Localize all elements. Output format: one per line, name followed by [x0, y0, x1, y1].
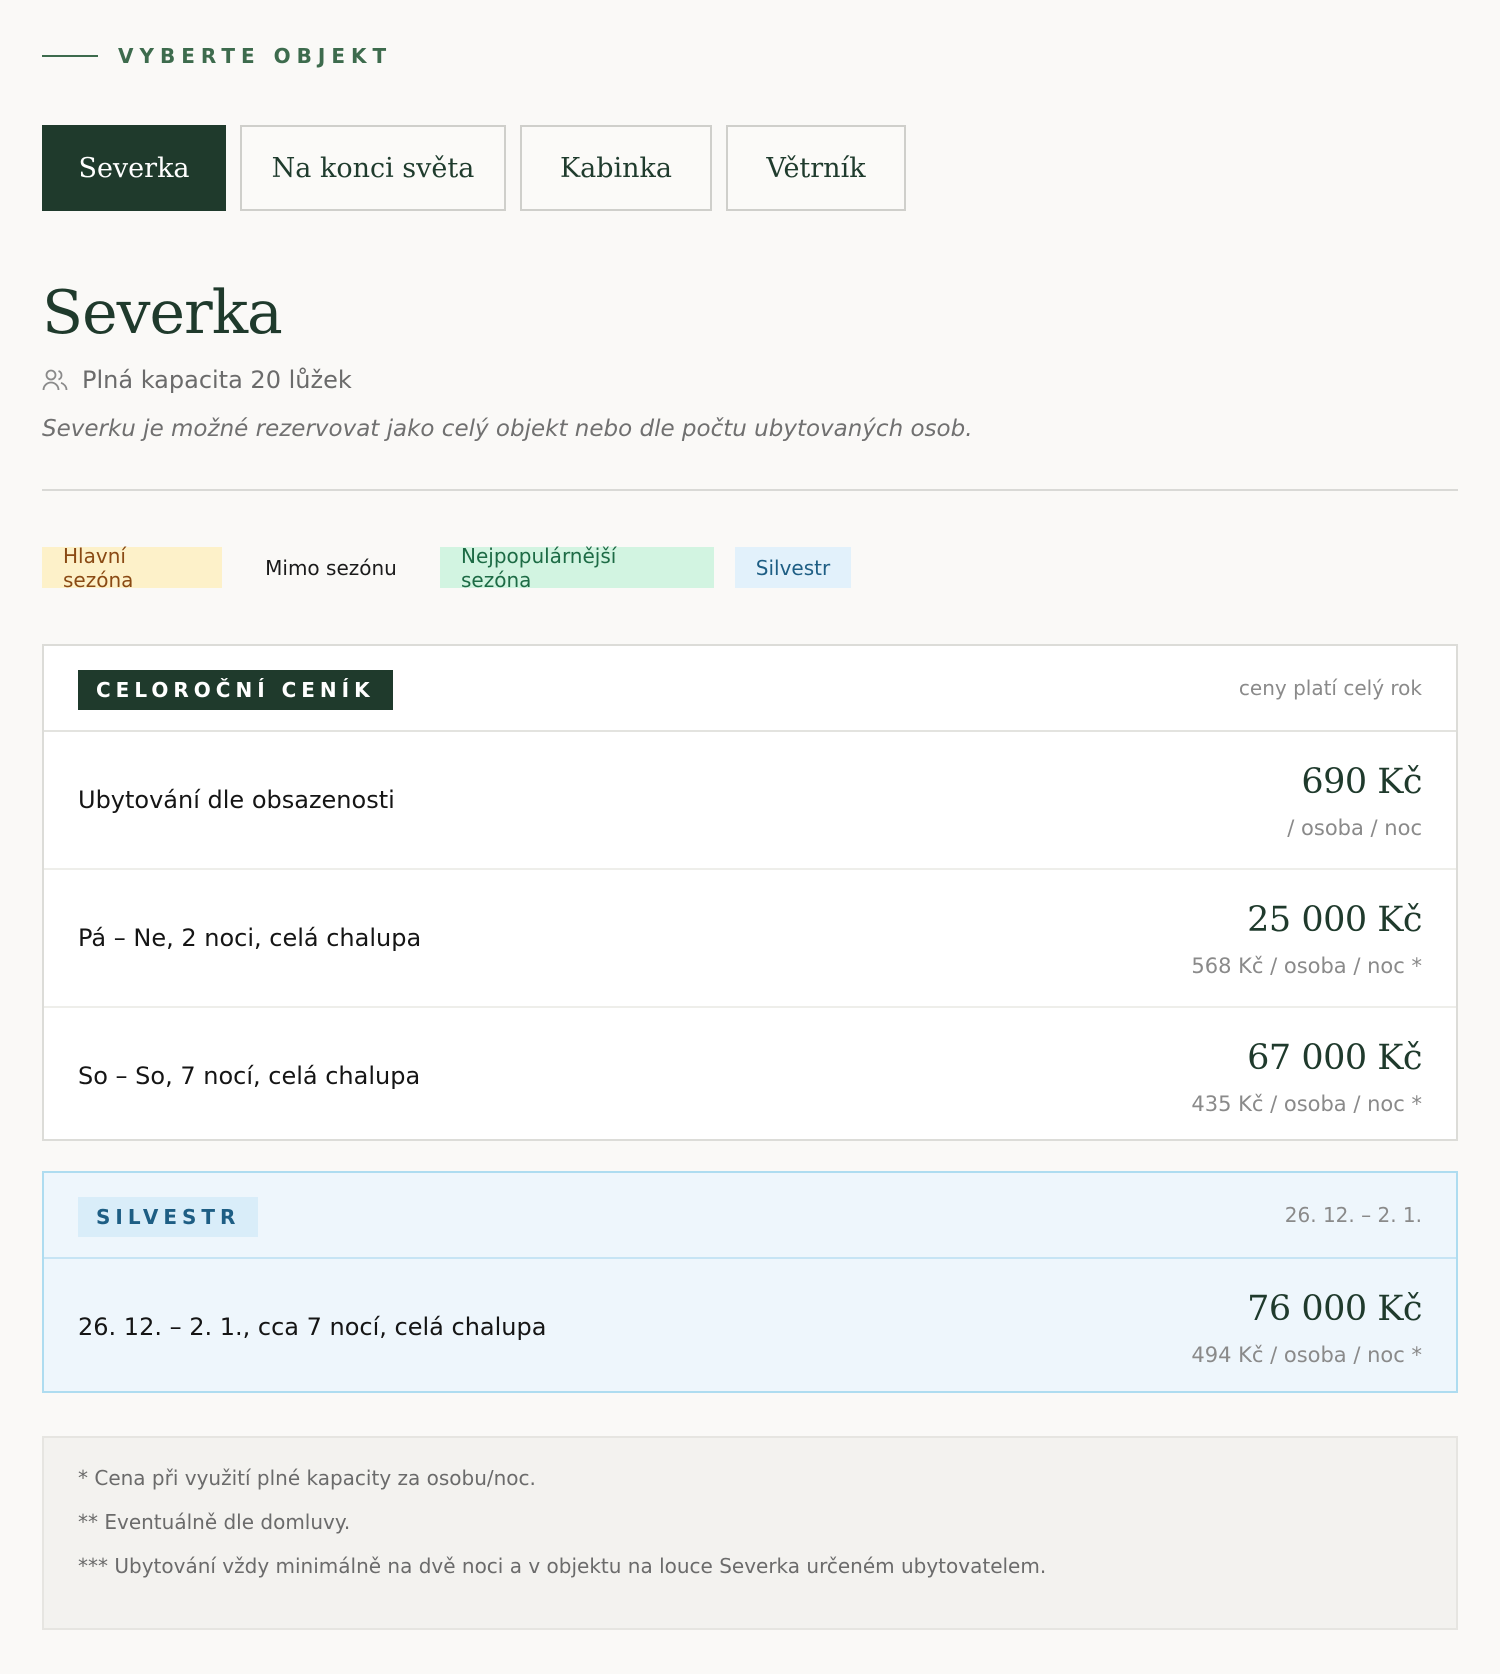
price-row-label: 26. 12. – 2. 1., cca 7 nocí, celá chalupa — [78, 1313, 547, 1341]
price-row — [44, 870, 1456, 1008]
capacity-info — [42, 366, 352, 394]
price-row-amount: 690 Kč — [1301, 762, 1422, 802]
divider — [42, 489, 1458, 491]
tab-na-konci-sveta[interactable]: Na konci světa — [240, 125, 506, 211]
legend-new-year: Silvestr — [735, 547, 851, 588]
nye-badge: SILVESTR — [78, 1197, 258, 1237]
price-row-label: Pá – Ne, 2 noci, celá chalupa — [78, 924, 422, 952]
footnote: ** Eventuálně dle domluvy. — [78, 1510, 351, 1534]
tab-severka[interactable]: Severka — [42, 125, 226, 211]
legend-off-season: Mimo sezónu — [265, 555, 397, 580]
new-year-price-card — [42, 1171, 1458, 1393]
section-label-text: VYBERTE OBJEKT — [118, 44, 393, 68]
season-legend — [42, 543, 851, 592]
yearly-card-header — [44, 646, 1456, 732]
price-row — [44, 732, 1456, 870]
price-row-amount: 76 000 Kč — [1247, 1289, 1422, 1329]
price-row-per-person: 568 Kč / osoba / noc * — [1191, 954, 1422, 978]
tab-kabinka[interactable]: Kabinka — [520, 125, 712, 211]
price-row — [44, 1008, 1456, 1144]
capacity-text: Plná kapacita 20 lůžek — [82, 366, 352, 394]
price-row-per-person: 494 Kč / osoba / noc * — [1191, 1343, 1422, 1367]
tab-vetrnik[interactable]: Větrník — [726, 125, 906, 211]
price-row — [44, 1259, 1456, 1395]
yearly-price-card — [42, 644, 1458, 1141]
yearly-badge: CELOROČNÍ CENÍK — [78, 670, 393, 710]
price-row-amount: 25 000 Kč — [1247, 900, 1422, 940]
property-tabs — [42, 125, 906, 211]
price-row-per-person: / osoba / noc — [1287, 816, 1422, 840]
legend-popular-season: Nejpopulárnější sezóna — [440, 547, 714, 588]
price-row-label: Ubytování dle obsazenosti — [78, 786, 395, 814]
nye-dates: 26. 12. – 2. 1. — [1284, 1203, 1422, 1227]
page-title: Severka — [42, 278, 282, 348]
price-row-amount: 67 000 Kč — [1247, 1038, 1422, 1078]
property-description: Severku je možné rezervovat jako celý objekt nebo dle počtu ubytovaných osob. — [42, 416, 973, 442]
price-row-per-person: 435 Kč / osoba / noc * — [1191, 1092, 1422, 1116]
footnote: *** Ubytování vždy minimálně na dvě noci a v objektu na louce Severka určeném ubytovatelem. — [78, 1554, 1047, 1578]
section-label-line — [42, 55, 98, 57]
footnote: * Cena při využití plné kapacity za osobu/noc. — [78, 1466, 536, 1490]
nye-card-header — [44, 1173, 1456, 1259]
legend-main-season: Hlavní sezóna — [42, 547, 222, 588]
yearly-note: ceny platí celý rok — [1238, 676, 1422, 700]
section-label — [42, 44, 392, 68]
price-row-label: So – So, 7 nocí, celá chalupa — [78, 1062, 421, 1090]
users-icon — [42, 368, 68, 392]
footnotes — [42, 1436, 1458, 1630]
